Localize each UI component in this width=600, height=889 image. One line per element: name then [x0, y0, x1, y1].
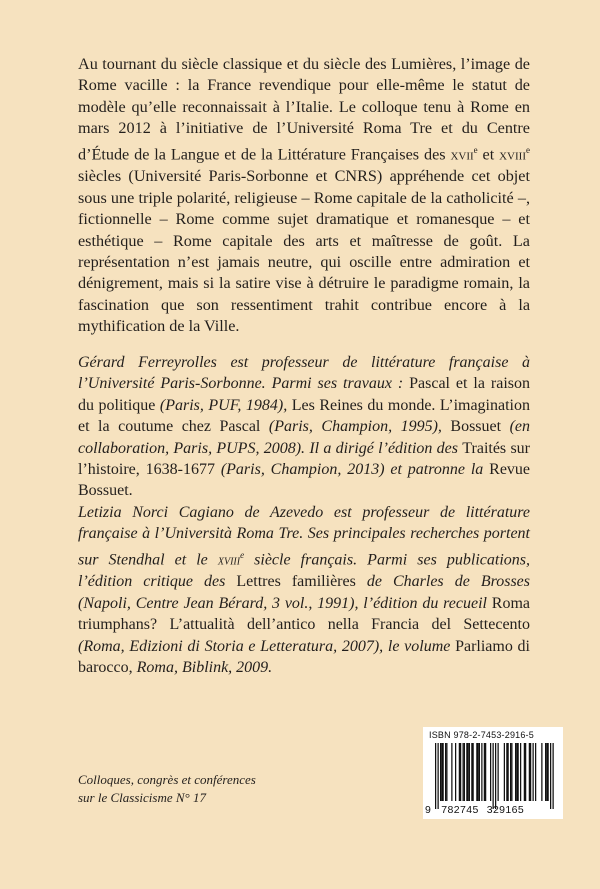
barcode-bar — [553, 743, 554, 809]
bio-norci-cagiano — [78, 502, 530, 679]
barcode-bar — [504, 743, 505, 801]
barcode-bar — [440, 743, 441, 801]
barcode-bar — [525, 743, 526, 801]
barcode-bar — [460, 743, 461, 801]
bio2-run: Letizia Norci Cagiano de Azevedo est professeur de littérature française à l’Università Roma Tre. Ses principales recherches portent sur Stendhal et le — [78, 503, 530, 568]
barcode-bar — [441, 743, 442, 801]
barcode-bar — [535, 743, 536, 801]
barcode-bar — [516, 743, 517, 801]
barcode-bar — [455, 743, 456, 801]
bio1-run: Gérard Ferreyrolles est professeur de littérature française à l’Université Paris-Sorbonne. Parmi ses travaux : — [78, 354, 530, 393]
barcode-bar — [515, 743, 516, 801]
barcode-bar — [445, 743, 446, 801]
isbn-barcode — [423, 727, 563, 819]
barcode-bar — [435, 743, 436, 809]
barcode-bar — [495, 743, 496, 809]
series-line-2: sur le Classicisme N° 17 — [78, 790, 206, 805]
bio2-run: de Charles de Brosses (Napoli, Centre Jean Bérard, 3 vol., 1991), l’édition du recueil — [78, 573, 531, 612]
ean-digits — [425, 804, 561, 816]
bio2-run: Parliamo di barocco, — [78, 637, 531, 677]
barcode-bar — [548, 743, 549, 801]
series-line-1: Colloques, congrès et conférences — [78, 772, 256, 787]
bio1-run: Pascal et la raison du politique — [78, 375, 530, 414]
isbn-label: ISBN 978-2-7453-2916-5 — [429, 730, 534, 740]
barcode-bar — [511, 743, 512, 801]
barcode-bar — [541, 743, 542, 801]
bio1-run: (en collaboration, Paris, PUPS, 2008). Il a dirigé l’édition des — [78, 418, 531, 457]
bio1-run: (Paris, Champion, 2013) et patronne la — [220, 461, 490, 479]
barcode-bar — [518, 743, 519, 801]
barcode-bar — [498, 743, 499, 801]
barcode-bar — [485, 743, 486, 801]
abstract-text — [78, 54, 530, 338]
barcode-bar — [476, 743, 477, 801]
barcode-bar — [546, 743, 547, 801]
abstract-part-2: siècles (Université Paris-Sorbonne et CNRS) appréhende cet objet sous une triple polarité, religieuse – Rome capitale de la catholicité –, fictionnelle – Rome comme sujet dramatique et romanesque – et esthétique – Rome capitale des arts et maîtresse de goût. La représentation n’est jamais neutre, qui oscille entre admiration et dénigrement, mais si la satire vise à détruire le paradigme romain, la fascination que son ressentiment trahit contribue encore à la mythification de la Ville. — [78, 167, 530, 336]
ean-first-digit: 9 — [425, 804, 432, 816]
abstract-and: et — [477, 145, 500, 164]
barcode-bar — [533, 743, 534, 801]
barcode-bar — [508, 743, 509, 801]
century-18: xviii — [499, 147, 526, 164]
barcode-bar — [468, 743, 469, 801]
barcode-bar — [469, 743, 470, 801]
barcode-bar — [464, 743, 465, 801]
bio2-run: Roma, Biblink, 2009. — [136, 659, 273, 677]
bio-ferreyrolles — [78, 352, 530, 502]
century-17-sup: e — [473, 144, 478, 155]
barcode-bar — [545, 743, 546, 801]
bio2-run: siècle français. Parmi ses publications, l’édition critique des — [78, 550, 530, 591]
barcode-bar — [443, 743, 444, 801]
bio1-run: Traités sur l’histoire, 1638-1677 — [78, 439, 530, 479]
abstract-paragraph — [78, 54, 530, 338]
barcode-bar — [530, 743, 531, 801]
bio1-run: Bossuet — [450, 418, 510, 436]
barcode-bar — [459, 743, 460, 801]
barcode-bar — [490, 743, 491, 801]
barcode-bar — [446, 743, 447, 801]
bio2-run: Roma triumphans? L’attualità dell’antico nella Francia del Settecento — [78, 594, 530, 634]
barcode-bar — [471, 743, 472, 801]
barcode-bar — [529, 743, 530, 801]
century-18-sup: e — [526, 144, 530, 155]
barcode-bar — [524, 743, 525, 801]
bio2-run: xviii — [217, 551, 241, 568]
bio1-run: Revue Bossuet. — [78, 461, 531, 500]
barcode-bar — [484, 743, 485, 801]
barcode-bar — [520, 743, 521, 801]
barcode-bar — [438, 743, 439, 809]
barcode-bar — [463, 743, 464, 801]
bio1-run: (Paris, Champion, 1995), — [268, 418, 451, 436]
series-note — [78, 771, 318, 807]
bio1-run: Les Reines du monde. L’imagination et la coutume chez Pascal — [78, 396, 530, 436]
barcode-bar — [481, 743, 482, 801]
abstract-part-1: Au tournant du siècle classique et du siècle des Lumières, l’image de Rome vacille : la France revendique pour elle-même le statut de modèle qu’elle reconnaissait à l’Italie. Le colloque tenu à Rome en mars 2012 à l’initiative de l’Université Roma Tre et du Centre d’Étude de la Langue et de la Littérature Françaises des — [78, 55, 530, 164]
author-bios — [78, 352, 530, 678]
barcode-bar — [510, 743, 511, 801]
ean-left-group: 782745 — [441, 804, 479, 816]
bio2-run: (Roma, Edizioni di Storia e Letteratura, 2007), le volume — [78, 637, 456, 655]
barcode-bar — [493, 743, 494, 809]
ean-right-group: 329165 — [486, 804, 525, 816]
barcode-bar — [506, 743, 507, 801]
barcode-bar — [478, 743, 479, 801]
barcode-bar — [451, 743, 452, 801]
barcode-bar — [466, 743, 467, 801]
bio1-run: (Paris, PUF, 1984), — [159, 396, 292, 414]
century-17: xvii — [450, 147, 474, 164]
bio2-run: e — [240, 549, 245, 560]
barcode-bar — [479, 743, 480, 801]
barcode-bar — [473, 743, 474, 801]
barcode-bar — [550, 743, 551, 809]
bio2-run: Lettres familières — [236, 573, 367, 591]
